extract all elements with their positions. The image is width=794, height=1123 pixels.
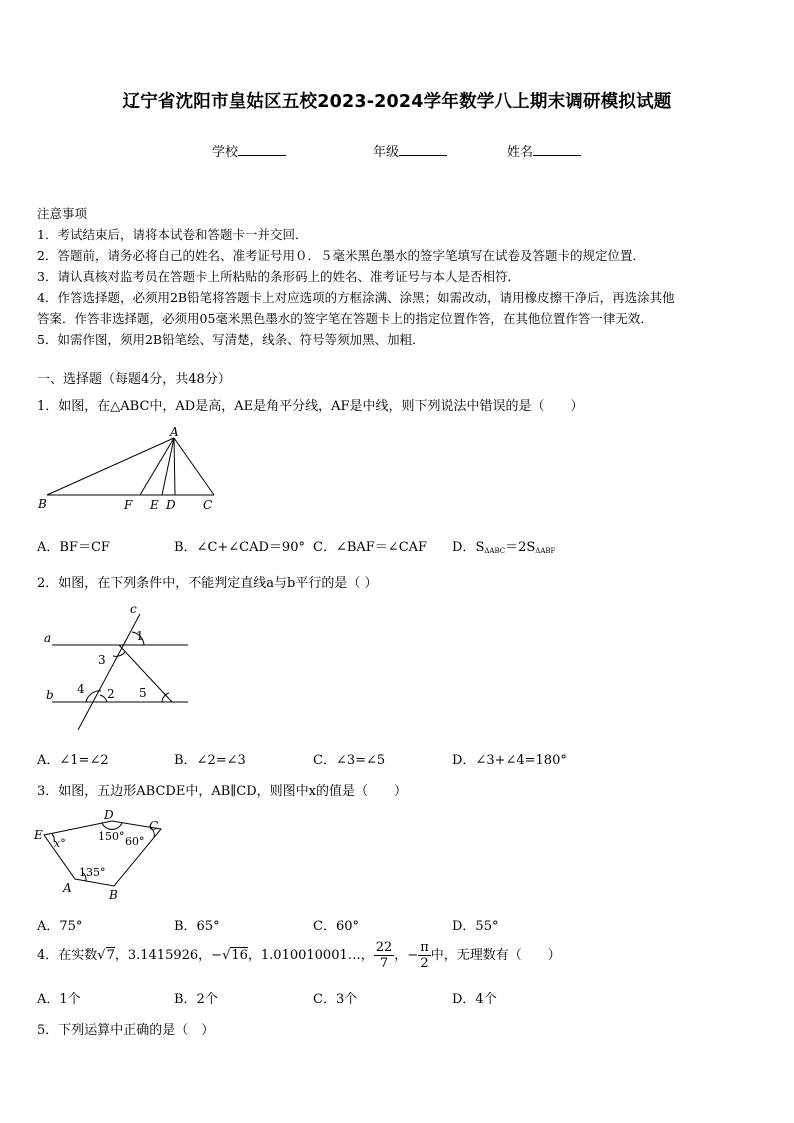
school-field: 学校 bbox=[212, 141, 286, 160]
label-a: a bbox=[44, 631, 52, 645]
note-item: 5．如需作图，须用2B铅笔绘、写清楚，线条、符号等须加黑、加粗． bbox=[37, 332, 425, 347]
question-5-text: 5．下列运算中正确的是（ ） bbox=[37, 1023, 215, 1038]
label-F: F bbox=[124, 498, 133, 512]
angle-3: 3 bbox=[98, 653, 106, 667]
q3-option-b: B．65° bbox=[174, 919, 220, 934]
angle-60: 60° bbox=[125, 835, 145, 848]
angle-150: 150° bbox=[98, 830, 125, 843]
label-A: A bbox=[170, 425, 179, 439]
label-B: B bbox=[109, 888, 118, 902]
angle-x: x° bbox=[54, 837, 66, 850]
question-1-text: 1．如图，在△ABC中，AD是高，AE是角平分线，AF是中线，则下列说法中错误的是（ ） bbox=[37, 399, 584, 414]
angle-5: 5 bbox=[139, 686, 147, 700]
q1-option-a: A．BF＝CF bbox=[37, 540, 110, 555]
note-item: 4．作答选择题，必须用2B铅笔将答题卡上对应选项的方框涂满、涂黑；如需改动，请用橡皮擦干净后，再选涂其他 bbox=[37, 290, 675, 305]
question-4-text: 4．在实数√7，3.1415926，−√16，1.010010001…， $\frac{22}{7}$ ，− $\frac{\pi}{2}$ 中，无理数有（ ） bbox=[37, 940, 561, 971]
q4-option-b: B．2个 bbox=[174, 992, 218, 1007]
angle-135: 135° bbox=[79, 866, 106, 879]
q3-option-a: A．75° bbox=[37, 919, 83, 934]
notes-block bbox=[37, 203, 675, 350]
label-C: C bbox=[203, 498, 213, 512]
q1-option-b: B．∠C+∠CAD＝90° bbox=[174, 540, 305, 555]
fraction-pi-2: $\frac{\pi}{2}$ bbox=[420, 940, 429, 971]
label-D: D bbox=[166, 498, 176, 512]
name-blank bbox=[533, 143, 581, 156]
q1-option-c: C．∠BAF＝∠CAF bbox=[313, 540, 428, 555]
notes-heading: 注意事项 bbox=[37, 206, 88, 221]
question-2-text: 2．如图，在下列条件中，不能判定直线a与b平行的是（ ） bbox=[37, 576, 378, 591]
angle-1: 1 bbox=[136, 629, 144, 643]
q1-option-d: D．$S_{\Delta ABC}=2S_{\Delta ABF}$ bbox=[452, 540, 556, 555]
label-E: E bbox=[34, 828, 43, 842]
triangle-figure bbox=[30, 422, 230, 514]
q3-option-c: C．60° bbox=[313, 919, 359, 934]
note-item: 2．答题前，请务必将自己的姓名、准考证号用０．５毫米黑色墨水的签字笔填写在试卷及答题卡的规定位置． bbox=[37, 248, 645, 263]
q3-option-d: D．55° bbox=[452, 919, 499, 934]
section-title: 一、选择题（每题4分，共48分） bbox=[37, 372, 231, 387]
note-item: 答案．作答非选择题，必须用05毫米黑色墨水的签字笔在答题卡上的指定位置作答，在其他位置作答一律无效． bbox=[37, 311, 653, 326]
pentagon-figure bbox=[30, 804, 180, 904]
label-D: D bbox=[104, 808, 114, 822]
grade-field: 年级 bbox=[373, 141, 447, 160]
q2-option-a: A．∠1=∠2 bbox=[37, 753, 109, 768]
label-B: B bbox=[38, 497, 47, 511]
angle-4: 4 bbox=[77, 682, 85, 696]
label-c: c bbox=[130, 602, 137, 616]
school-blank bbox=[238, 143, 286, 156]
q4-option-d: D．4个 bbox=[452, 992, 497, 1007]
q4-option-c: C．3个 bbox=[313, 992, 358, 1007]
angle-2: 2 bbox=[107, 687, 115, 701]
label-A: A bbox=[63, 881, 72, 895]
grade-blank bbox=[399, 143, 447, 156]
question-3-text: 3．如图，五边形ABCDE中，AB∥CD，则图中x的值是（ ） bbox=[37, 784, 407, 799]
label-b: b bbox=[46, 688, 54, 702]
label-E: E bbox=[150, 498, 159, 512]
q4-option-a: A．1个 bbox=[37, 992, 81, 1007]
q2-option-c: C．∠3=∠5 bbox=[313, 753, 386, 768]
label-C: C bbox=[149, 819, 159, 833]
q2-option-b: B．∠2=∠3 bbox=[174, 753, 246, 768]
name-field: 姓名 bbox=[507, 141, 581, 160]
q2-option-d: D．∠3+∠4=180° bbox=[452, 753, 567, 768]
note-item: 3．请认真核对监考员在答题卡上所粘贴的条形码上的姓名、准考证号与本人是否相符． bbox=[37, 269, 520, 284]
fraction-22-7: $\frac{22}{7}$ bbox=[375, 940, 393, 971]
page-title: 辽宁省沈阳市皇姑区五校2023-2024学年数学八上期末调研模拟试题 bbox=[122, 92, 672, 112]
parallel-lines-figure bbox=[38, 600, 198, 730]
note-item: 1．考试结束后，请将本试卷和答题卡一并交回． bbox=[37, 227, 308, 242]
